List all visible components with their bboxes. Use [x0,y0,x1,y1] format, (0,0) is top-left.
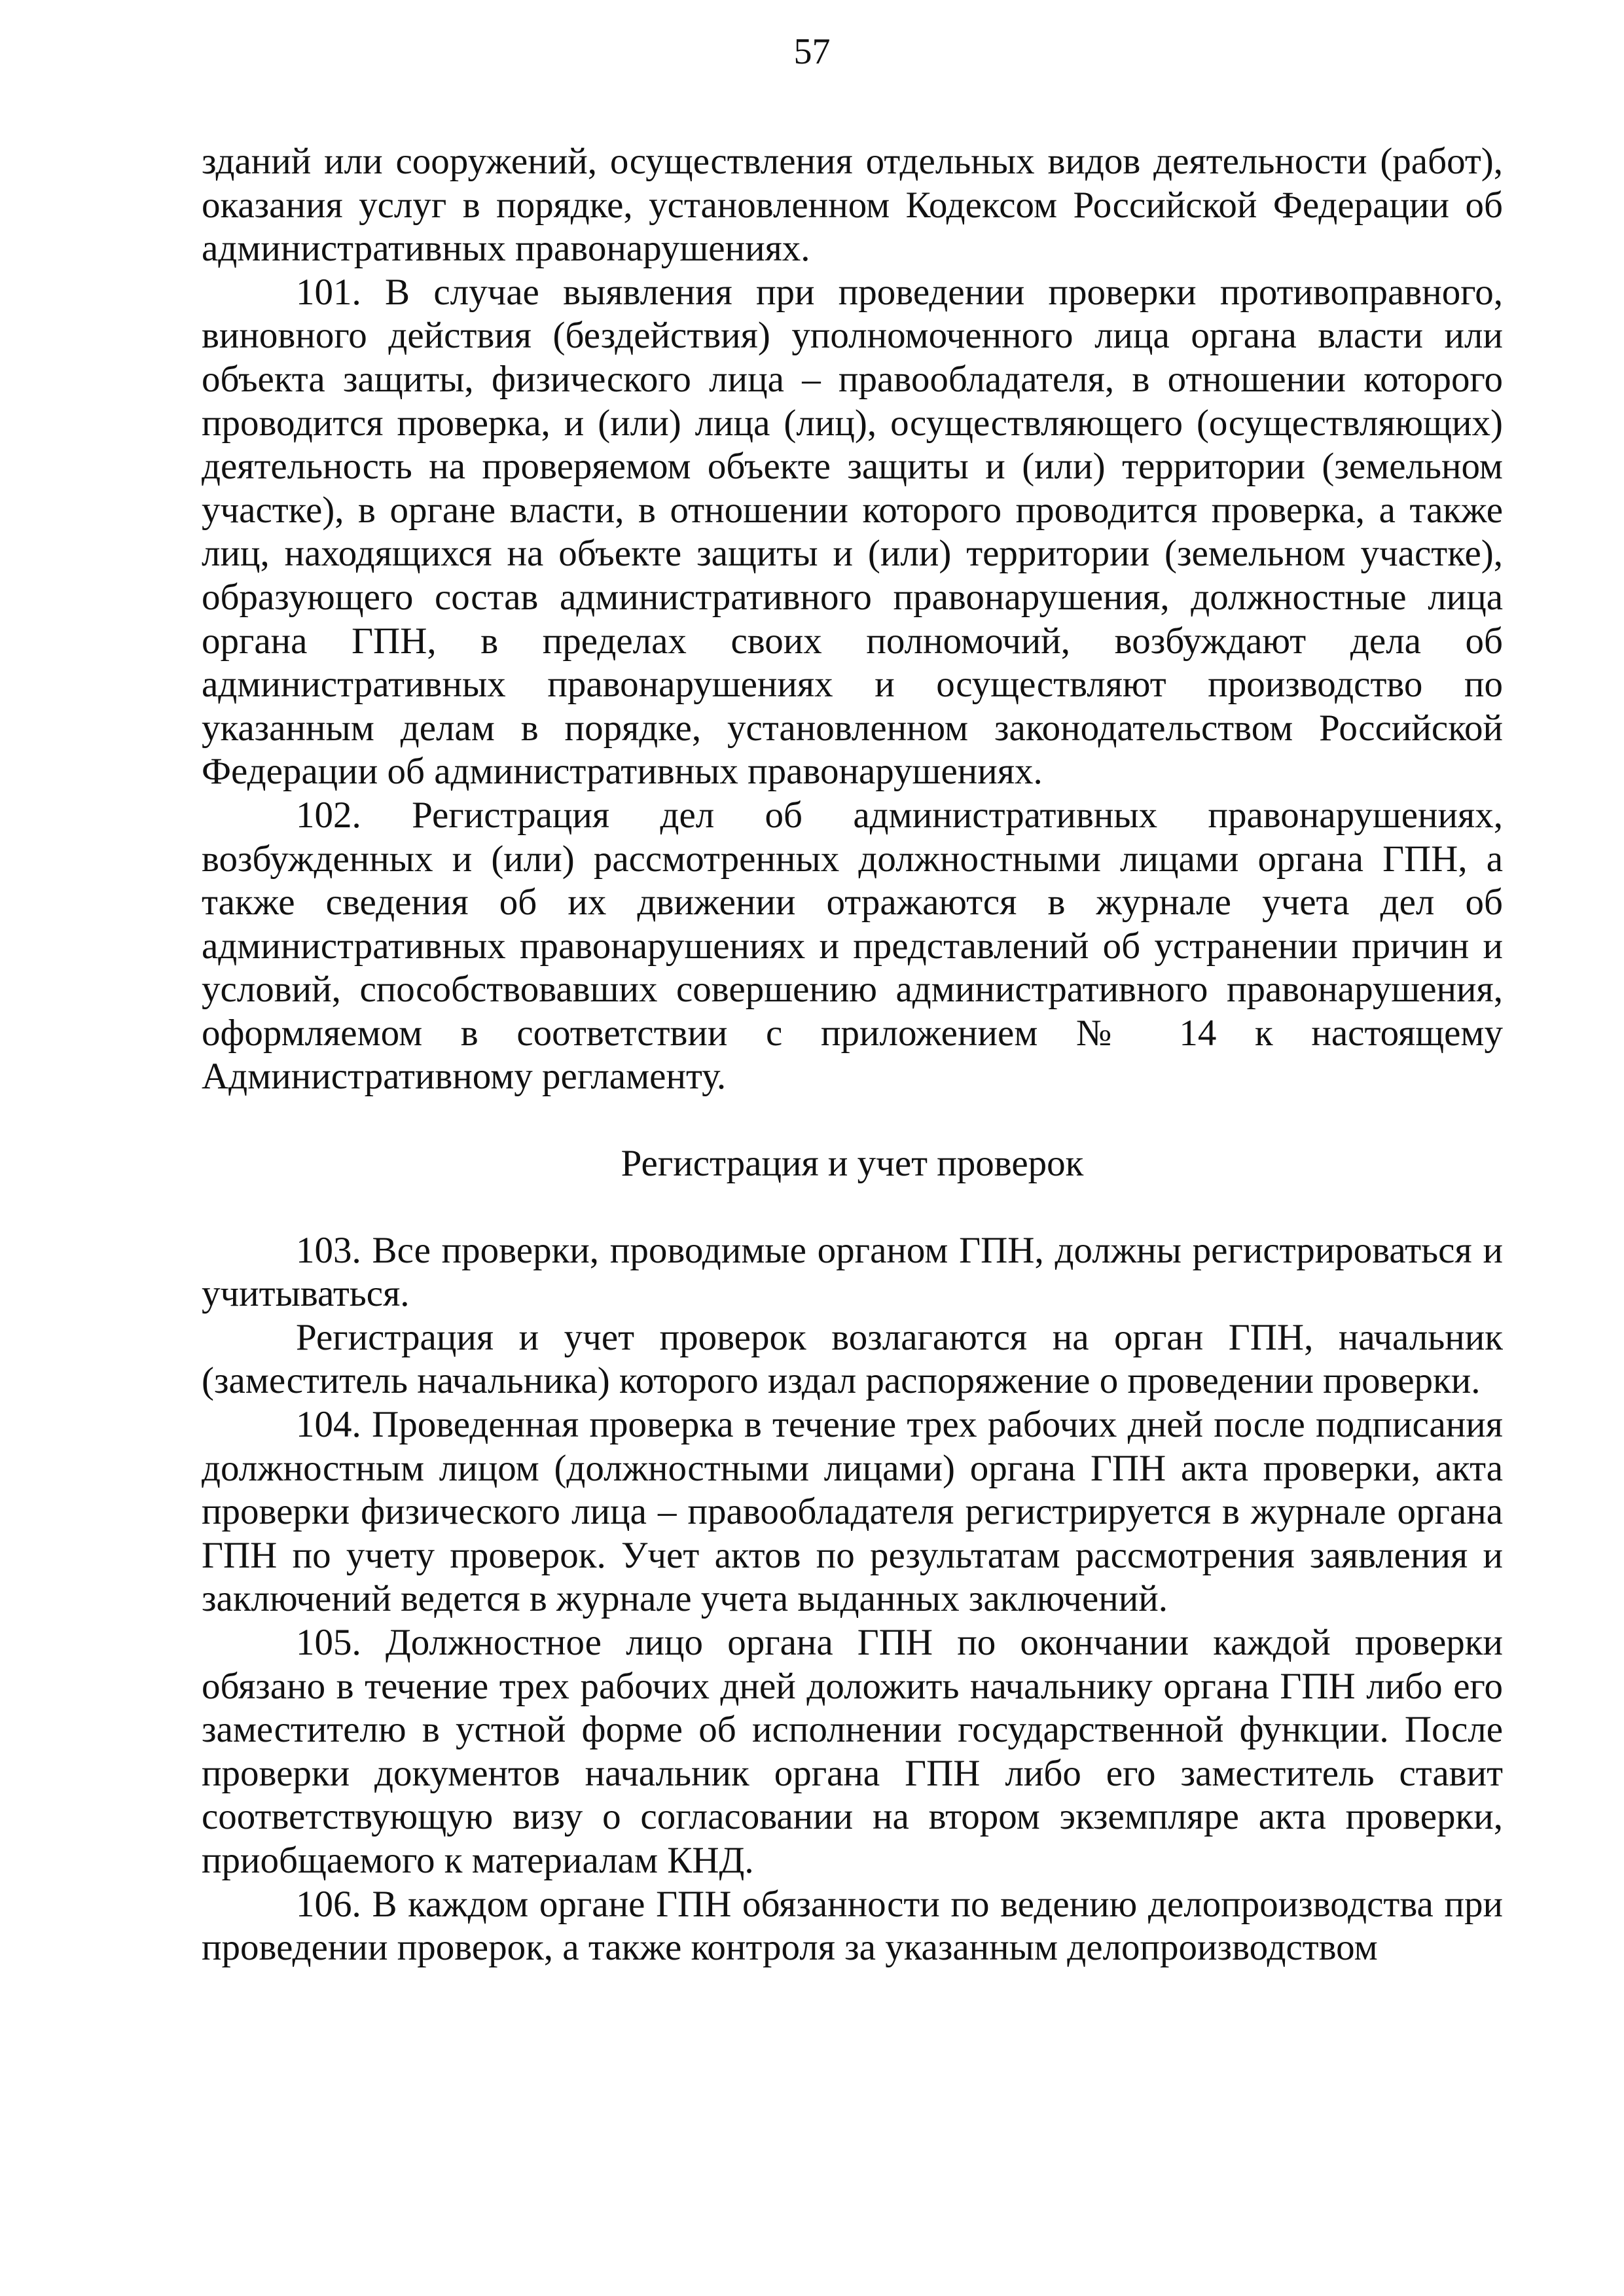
paragraph-continuation: зданий или сооружений, осуществления отдельных видов деятельности (работ), оказания услуг в порядке, установленном Кодексом Российской Федерации об административных правонарушениях. [202,141,1503,270]
paragraph-103: 103. Все проверки, проводимые органом ГПН, должны регистрироваться и учитываться. [202,1229,1503,1315]
paragraph-101: 101. В случае выявления при проведении проверки противоправного, виновного действия (бездействия) уполномоченного лица органа власти или объекта защиты, физического лица – правообладателя, в отношении которого проводится проверка, и (или) лица (лиц), осуществляющего (осуществляющих) деятельность на проверяемом объекте защиты и (или) территории (земельном участке), в органе власти, в отношении которого проводится проверка, а также лиц, находящихся на объекте защиты и (или) территории (земельном участке), образующего состав административного правонарушения, должностные лица органа ГПН, в пределах своих полномочий, возбуждают дела об административных правонарушениях и осуществляют производство по указанным делам в порядке, установленном законодательством Российской Федерации об административных правонарушениях. [202,271,1503,793]
paragraph-106: 106. В каждом органе ГПН обязанности по ведению делопроизводства при проведении проверок, а также контроля за указанным делопроизводством [202,1883,1503,1969]
paragraph-103-continued: Регистрация и учет проверок возлагаются на орган ГПН, начальник (заместитель начальника) которого издал распоряжение о проведении проверки. [202,1316,1503,1402]
document-body [202,140,1503,1970]
paragraph-105: 105. Должностное лицо органа ГПН по окончании каждой проверки обязано в течение трех рабочих дней доложить начальнику органа ГПН либо его заместителю в устной форме об исполнении государственной функции. После проверки документов начальник органа ГПН либо его заместитель ставит соответствующую визу о согласовании на втором экземпляре акта проверки, приобщаемого к материалам КНД. [202,1622,1503,1881]
paragraph-104: 104. Проведенная проверка в течение трех рабочих дней после подписания должностным лицом (должностными лицами) органа ГПН акта проверки, акта проверки физического лица – правообладателя регистрируется в журнале органа ГПН по учету проверок. Учет актов по результатам рассмотрения заявления и заключений ведется в журнале учета выданных заключений. [202,1404,1503,1620]
paragraph-102: 102. Регистрация дел об административных правонарушениях, возбужденных и (или) рассмотренных должностными лицами органа ГПН, а также сведения об их движении отражаются в журнале учета дел об административных правонарушениях и представлений об устранении причин и условий, способствовавших совершению административного правонарушения, оформляемом в соответствии с приложением № 14 к настоящему Административному регламенту. [202,794,1503,1098]
section-heading: Регистрация и учет проверок [621,1143,1084,1185]
page-number: 57 [793,31,831,72]
